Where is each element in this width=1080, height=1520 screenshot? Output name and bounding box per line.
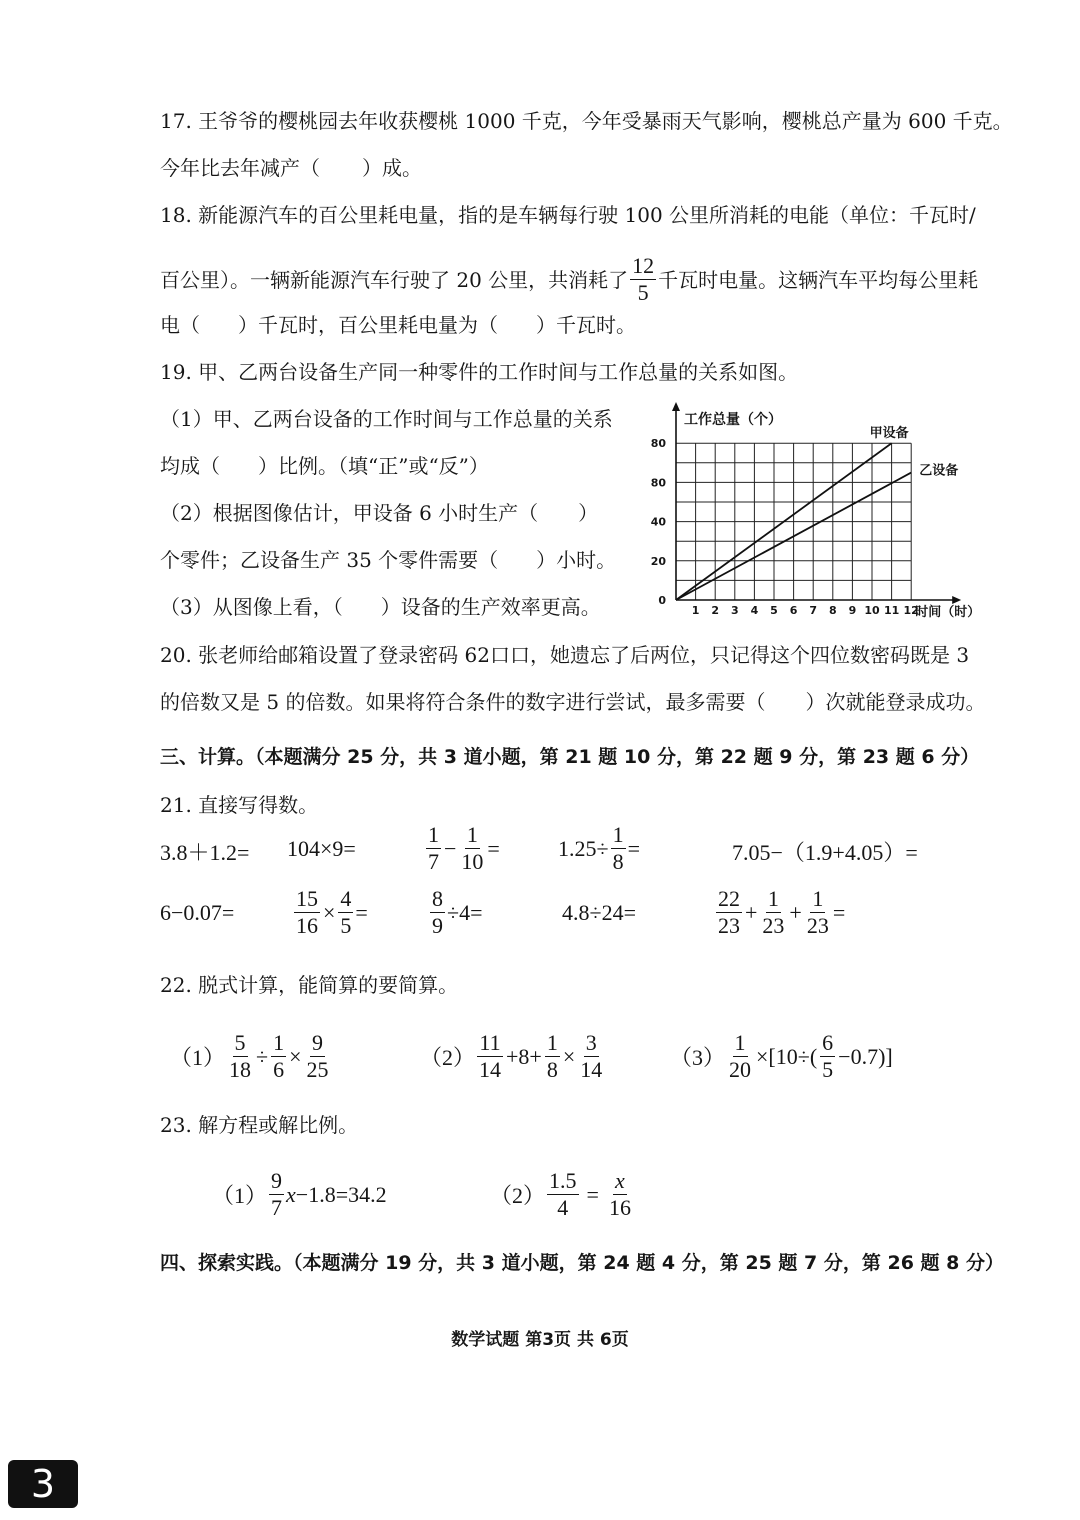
- q22-part-2: [420, 1030, 606, 1083]
- q22-part-3: [670, 1030, 894, 1083]
- x-tick-label: 5: [770, 604, 778, 617]
- q18-text-a: 百公里）。一辆新能源汽车行驶了 20 公里，共消耗了: [160, 267, 629, 292]
- q19-text: ）设备的生产效率更高。: [380, 595, 601, 619]
- denominator: 5: [340, 913, 352, 938]
- q21-expr-6: 6−0.07=: [160, 900, 235, 925]
- y-tick-label: 20: [650, 554, 666, 568]
- denominator: 10: [461, 849, 484, 874]
- q18-line2: [160, 253, 978, 306]
- denominator: 7: [428, 849, 439, 874]
- numerator: 8: [432, 886, 443, 911]
- numerator: x: [615, 1168, 625, 1193]
- part-label: （3）: [670, 1045, 726, 1070]
- series-label-2: 乙设备: [919, 463, 959, 479]
- denominator: 23: [718, 913, 740, 938]
- graph-series: [676, 425, 958, 600]
- fraction: [727, 1030, 753, 1083]
- q18-text-b: 千瓦时电量。这辆汽车平均每公里耗: [658, 267, 979, 292]
- x-tick-label: 8: [828, 604, 837, 617]
- fraction: [430, 886, 445, 939]
- q19-text: 均成（: [160, 454, 220, 478]
- operator: +8+: [506, 1043, 542, 1069]
- fraction: [426, 822, 441, 875]
- numerator: 4: [340, 886, 352, 911]
- section-4-title: 四、探索实践。（本题满分 19 分，共 3 道小题，第 24 题 4 分，第 25 题 7 分，第 26 题 8 分）: [160, 1252, 1004, 1274]
- q18-text-d: ）千瓦时，百公里耗电量为（: [238, 313, 498, 337]
- numerator: 11: [479, 1030, 501, 1055]
- denominator: 6: [273, 1057, 285, 1082]
- q19-text: ）: [578, 501, 599, 525]
- x-tick-label: 3: [730, 604, 739, 617]
- q21-expr-8: [428, 886, 482, 939]
- q19-part2-line2: [160, 545, 616, 575]
- q19-text: ）比例。（填“正”或“反”）: [258, 454, 489, 478]
- x-tick-label: 1: [691, 604, 700, 617]
- denominator: 20: [729, 1057, 752, 1082]
- operator: ÷: [256, 1043, 269, 1069]
- work-time-graph: [630, 400, 990, 622]
- denominator: 9: [432, 913, 443, 938]
- operator: ×[10÷(: [756, 1043, 818, 1069]
- fraction: [459, 822, 485, 875]
- x-tick-label: 6: [789, 604, 798, 617]
- q19-part1-line2: [160, 451, 489, 481]
- q18-fraction: [630, 253, 656, 306]
- fraction: [820, 1030, 835, 1083]
- numerator: 22: [718, 886, 740, 911]
- operator: ×: [562, 1043, 576, 1069]
- operator: −: [444, 835, 457, 861]
- x-axis-arrow: [952, 596, 961, 604]
- fraction: [338, 886, 353, 939]
- equals: =: [832, 899, 846, 925]
- q19-part3: [160, 592, 601, 622]
- operand: −1.8=34.2: [295, 1181, 387, 1207]
- numerator: 1: [612, 822, 624, 847]
- fraction: [545, 1030, 560, 1083]
- page-number-badge: 3: [8, 1460, 78, 1508]
- numerator: 9: [312, 1030, 324, 1055]
- page-footer: 数学试题 第3页 共 6页: [451, 1330, 629, 1350]
- x-tick-label: 4: [750, 604, 759, 617]
- q18-line3: [160, 310, 636, 340]
- equals: =: [627, 835, 640, 861]
- equals: =: [355, 899, 368, 925]
- q21-expr-9: 4.8÷24=: [562, 900, 636, 925]
- q21-expr-2: 104×9=: [287, 836, 356, 861]
- q19-text: 个零件；乙设备生产 35 个零件需要（: [160, 548, 499, 572]
- q19-text: （2）根据图像估计，甲设备 6 小时生产（: [160, 501, 539, 525]
- numerator: 9: [271, 1168, 283, 1193]
- q22-part-1: [170, 1030, 333, 1083]
- x-tick-label: 2: [711, 604, 720, 617]
- y-axis-arrow: [672, 402, 680, 411]
- fraction: [805, 886, 831, 939]
- q18-text-c: 电（: [160, 313, 200, 337]
- q22-title: 22. 脱式计算，能简算的要简算。: [160, 973, 459, 997]
- numerator: 1: [812, 886, 824, 911]
- q18-line1: 18. 新能源汽车的百公里耗电量，指的是车辆每行驶 100 公里所消耗的电能（单位：千瓦时/: [160, 203, 976, 227]
- q21-title: 21. 直接写得数。: [160, 793, 319, 817]
- denominator: 5: [637, 280, 649, 305]
- x-axis-label: 时间（时）: [915, 605, 981, 620]
- numerator: 1: [734, 1030, 746, 1055]
- numerator: 1: [428, 822, 439, 847]
- q23-part-2: [490, 1168, 635, 1221]
- q19-part2-line1: [160, 498, 598, 528]
- denominator: 16: [296, 913, 318, 938]
- fraction: [294, 886, 320, 939]
- series-label-1: 甲设备: [869, 426, 909, 442]
- numerator: 1: [546, 1030, 558, 1055]
- operator: ×: [323, 899, 336, 925]
- graph-grid: [676, 443, 911, 600]
- numerator: 5: [234, 1030, 246, 1055]
- denominator: 23: [762, 913, 785, 938]
- section-3-title: 三、计算。（本题满分 25 分，共 3 道小题，第 21 题 10 分，第 22 题 9 分，第 23 题 6 分）: [160, 746, 980, 768]
- equals: =: [586, 1181, 599, 1207]
- x-tick-label: 10: [864, 604, 880, 617]
- numerator: 1.5: [549, 1168, 577, 1193]
- q20-text: ）次就能登录成功。: [805, 690, 986, 714]
- denominator: 16: [608, 1195, 631, 1220]
- denominator: 5: [822, 1057, 834, 1082]
- operator: +: [745, 899, 758, 925]
- x-tick-label: 9: [848, 604, 857, 617]
- operand: 1.25÷: [558, 835, 609, 861]
- q19-text: （3）从图像上看，（: [160, 595, 343, 619]
- q21-expr-3: [424, 822, 500, 875]
- numerator: 3: [585, 1030, 597, 1055]
- q18-text-e: ）千瓦时。: [536, 313, 636, 337]
- q19-text: ）小时。: [536, 548, 617, 572]
- fraction: [227, 1030, 253, 1083]
- fraction: [760, 886, 786, 939]
- numerator: 1: [273, 1030, 285, 1055]
- x-tick-label: 12: [903, 604, 919, 617]
- numerator: 1: [466, 822, 478, 847]
- denominator: 23: [806, 913, 829, 938]
- denominator: 14: [580, 1057, 603, 1082]
- denominator: 8: [612, 849, 624, 874]
- q21-expr-10: [714, 886, 845, 939]
- q17-line2: [160, 153, 422, 183]
- q21-expr-4: [558, 822, 640, 875]
- y-tick-label: 80: [650, 476, 666, 490]
- fraction: [477, 1030, 503, 1083]
- y-tick-label: 40: [650, 515, 666, 529]
- fraction: [578, 1030, 604, 1083]
- y-tick-label: 80: [650, 437, 666, 451]
- operator: ×: [289, 1043, 302, 1069]
- q21-expr-5: 7.05−（1.9+4.05）=: [732, 840, 918, 865]
- fraction: [547, 1168, 579, 1221]
- operator: −0.7)]: [838, 1043, 893, 1069]
- q23-part-1: [212, 1168, 387, 1221]
- denominator: 25: [306, 1057, 329, 1082]
- fraction: [716, 886, 742, 939]
- operator: +: [789, 899, 802, 925]
- part-label: （1）: [212, 1183, 268, 1208]
- q20-line1: 20. 张老师给邮箱设置了登录密码 62口口，她遗忘了后两位，只记得这个四位数密码既是 3: [160, 643, 970, 667]
- denominator: 4: [557, 1195, 569, 1220]
- q21-expr-7: [292, 886, 368, 939]
- fraction: [611, 822, 626, 875]
- q17-line1: 17. 王爷爷的樱桃园去年收获樱桃 1000 千克，今年受暴雨天气影响，樱桃总产量为 600 千克。: [160, 109, 1013, 133]
- x-tick-label: 7: [809, 604, 818, 617]
- part-label: （2）: [420, 1045, 476, 1070]
- q17-text-b: ）成。: [362, 156, 422, 180]
- q20-text: 的倍数又是 5 的倍数。如果将符合条件的数字进行尝试，最多需要（: [160, 690, 766, 714]
- numerator: 6: [822, 1030, 834, 1055]
- q21-expr-1: 3.8＋1.2=: [160, 840, 250, 865]
- y-axis-label: 工作总量（个）: [684, 412, 782, 428]
- part-label: （2）: [490, 1183, 546, 1208]
- part-label: （1）: [170, 1045, 226, 1070]
- denominator: 18: [229, 1057, 252, 1082]
- fraction: [269, 1168, 284, 1221]
- equals: =: [487, 835, 500, 861]
- denominator: 7: [271, 1195, 283, 1220]
- q20-line2: [160, 687, 985, 717]
- fraction: [305, 1030, 331, 1083]
- numerator: 1: [767, 886, 779, 911]
- operand: ÷4=: [447, 899, 483, 925]
- variable: x: [286, 1181, 296, 1207]
- q23-title: 23. 解方程或解比例。: [160, 1113, 359, 1137]
- fraction: [607, 1168, 633, 1221]
- fraction: [271, 1030, 286, 1083]
- numerator: 12: [632, 253, 655, 278]
- x-tick-label: 11: [883, 604, 900, 617]
- q19-part1-line1: （1）甲、乙两台设备的工作时间与工作总量的关系: [160, 407, 613, 431]
- denominator: 14: [479, 1057, 502, 1082]
- denominator: 8: [546, 1057, 558, 1082]
- q17-text-a: 今年比去年减产（: [160, 156, 320, 180]
- y-tick-label: 0: [658, 594, 666, 607]
- numerator: 15: [296, 886, 318, 911]
- q19-intro: 19. 甲、乙两台设备生产同一种零件的工作时间与工作总量的关系如图。: [160, 360, 799, 384]
